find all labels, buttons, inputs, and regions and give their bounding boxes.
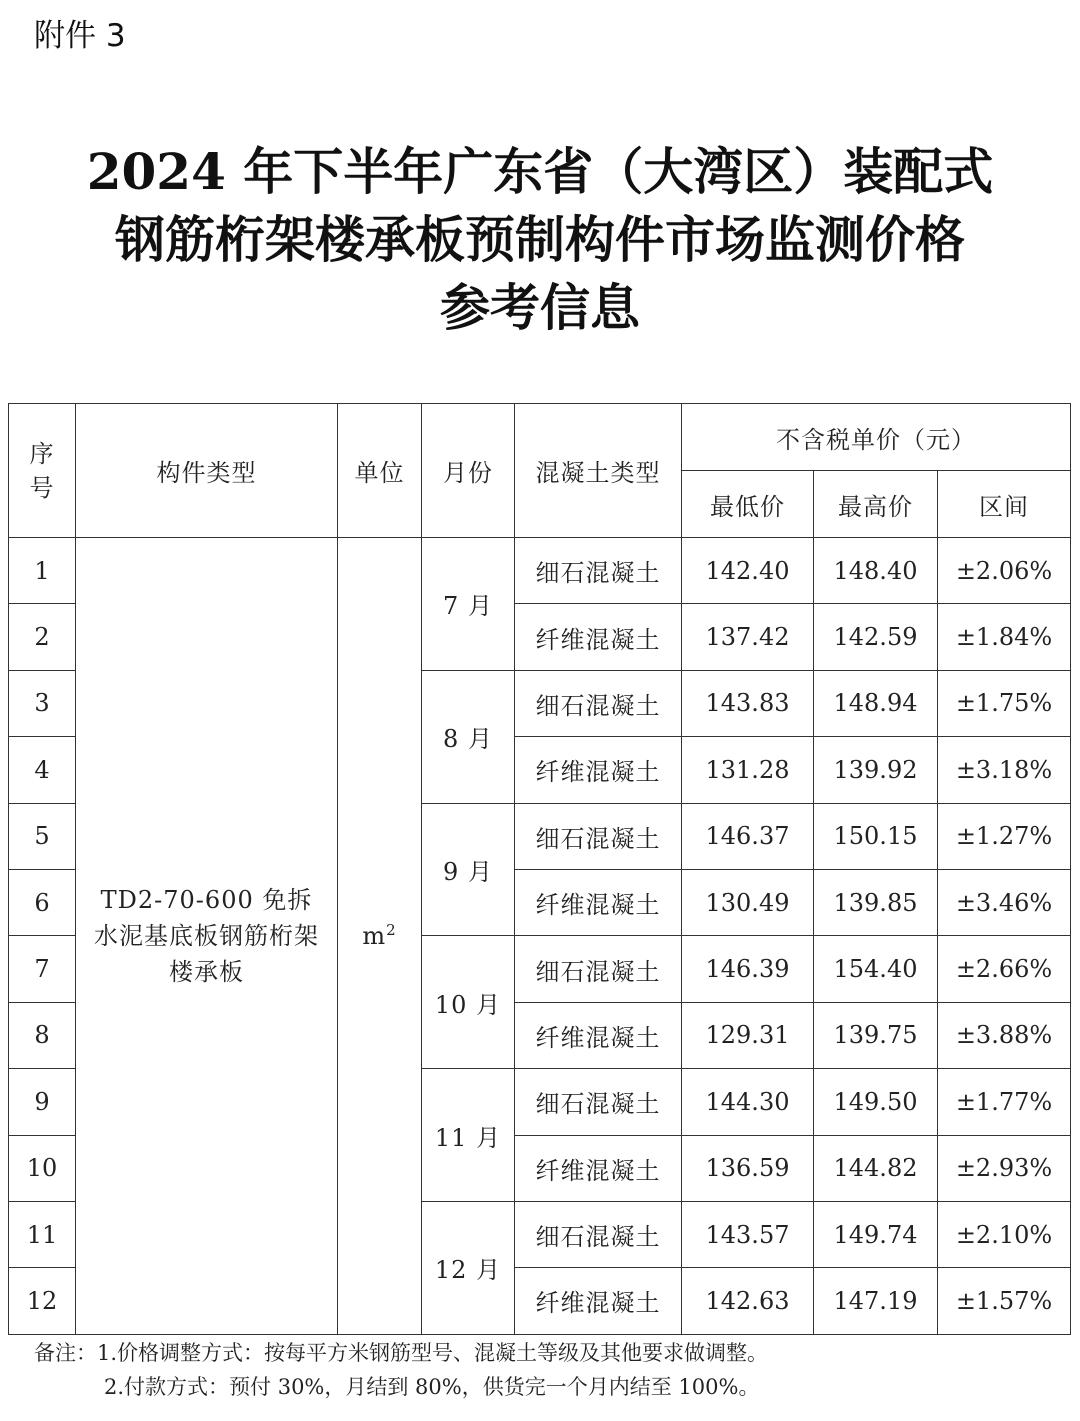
unit-superscript: 2: [386, 921, 397, 940]
row-range: ±2.10%: [938, 1201, 1071, 1267]
row-seq: 4: [9, 737, 76, 803]
row-concrete-type: 纤维混凝土: [515, 737, 682, 803]
row-min-price: 143.57: [682, 1201, 814, 1267]
row-range: ±1.84%: [938, 604, 1071, 670]
month-cell: 8 月: [422, 670, 515, 803]
unit-cell: [338, 538, 422, 1335]
row-min-price: 136.59: [682, 1135, 814, 1201]
row-range: ±2.93%: [938, 1135, 1071, 1201]
title-line-2: 钢筋桁架楼承板预制构件市场监测价格: [115, 210, 965, 269]
table-row: [9, 538, 1071, 604]
row-concrete-type: 纤维混凝土: [515, 1268, 682, 1334]
row-max-price: 139.92: [814, 737, 938, 803]
row-concrete-type: 纤维混凝土: [515, 604, 682, 670]
row-seq: 9: [9, 1069, 76, 1135]
row-range: ±1.57%: [938, 1268, 1071, 1334]
row-seq: 12: [9, 1268, 76, 1334]
month-cell: 11 月: [422, 1069, 515, 1202]
price-table: [8, 403, 1071, 1335]
row-concrete-type: 细石混凝土: [515, 803, 682, 869]
row-concrete-type: 纤维混凝土: [515, 869, 682, 935]
row-min-price: 143.83: [682, 670, 814, 736]
note-1: 备注：1.价格调整方式：按每平方米钢筋型号、混凝土等级及其他要求做调整。: [34, 1341, 769, 1365]
row-min-price: 137.42: [682, 604, 814, 670]
row-max-price: 144.82: [814, 1135, 938, 1201]
row-seq: 10: [9, 1135, 76, 1201]
row-min-price: 142.40: [682, 538, 814, 604]
row-seq: 1: [9, 538, 76, 604]
header-unit: 单位: [338, 404, 422, 538]
row-seq: 8: [9, 1002, 76, 1068]
header-row: [9, 404, 1071, 471]
header-seq: 序号: [9, 404, 76, 538]
row-max-price: 142.59: [814, 604, 938, 670]
row-min-price: 146.39: [682, 936, 814, 1002]
row-max-price: 147.19: [814, 1268, 938, 1334]
row-range: ±1.75%: [938, 670, 1071, 736]
row-range: ±3.88%: [938, 1002, 1071, 1068]
row-seq: 11: [9, 1201, 76, 1267]
row-seq: 7: [9, 936, 76, 1002]
row-max-price: 150.15: [814, 803, 938, 869]
unit-base: m: [362, 922, 387, 951]
row-max-price: 148.94: [814, 670, 938, 736]
row-min-price: 131.28: [682, 737, 814, 803]
title-line-3: 参考信息: [440, 278, 640, 337]
row-max-price: 149.74: [814, 1201, 938, 1267]
notes: [34, 1336, 768, 1404]
row-min-price: 130.49: [682, 869, 814, 935]
row-concrete-type: 细石混凝土: [515, 1069, 682, 1135]
row-min-price: 146.37: [682, 803, 814, 869]
header-component-type: 构件类型: [76, 404, 338, 538]
header-price-group: 不含税单价（元）: [682, 404, 1071, 471]
row-range: ±3.46%: [938, 869, 1071, 935]
row-range: ±2.06%: [938, 538, 1071, 604]
row-concrete-type: 纤维混凝土: [515, 1002, 682, 1068]
document-title: [0, 138, 1080, 342]
row-max-price: 139.75: [814, 1002, 938, 1068]
row-max-price: 139.85: [814, 869, 938, 935]
row-seq: 3: [9, 670, 76, 736]
header-min-price: 最低价: [682, 471, 814, 538]
row-concrete-type: 细石混凝土: [515, 670, 682, 736]
row-concrete-type: 细石混凝土: [515, 538, 682, 604]
row-max-price: 149.50: [814, 1069, 938, 1135]
component-type-cell: TD2-70-600 免拆水泥基底板钢筋桁架楼承板: [76, 538, 338, 1335]
row-min-price: 142.63: [682, 1268, 814, 1334]
note-2: 2.付款方式：预付 30%，月结到 80%，供货完一个月内结至 100%。: [104, 1375, 760, 1399]
row-seq: 6: [9, 869, 76, 935]
header-concrete-type: 混凝土类型: [515, 404, 682, 538]
row-range: ±1.27%: [938, 803, 1071, 869]
row-concrete-type: 细石混凝土: [515, 936, 682, 1002]
row-min-price: 144.30: [682, 1069, 814, 1135]
row-range: ±1.77%: [938, 1069, 1071, 1135]
row-max-price: 148.40: [814, 538, 938, 604]
title-line-1: 2024 年下半年广东省（大湾区）装配式: [86, 142, 994, 201]
row-range: ±2.66%: [938, 936, 1071, 1002]
month-cell: 12 月: [422, 1201, 515, 1334]
header-range: 区间: [938, 471, 1071, 538]
month-cell: 10 月: [422, 936, 515, 1069]
row-concrete-type: 纤维混凝土: [515, 1135, 682, 1201]
row-seq: 2: [9, 604, 76, 670]
row-min-price: 129.31: [682, 1002, 814, 1068]
row-seq: 5: [9, 803, 76, 869]
month-cell: 9 月: [422, 803, 515, 936]
header-month: 月份: [422, 404, 515, 538]
attachment-label: 附件 3: [34, 18, 126, 54]
row-max-price: 154.40: [814, 936, 938, 1002]
header-max-price: 最高价: [814, 471, 938, 538]
row-range: ±3.18%: [938, 737, 1071, 803]
month-cell: 7 月: [422, 538, 515, 671]
row-concrete-type: 细石混凝土: [515, 1201, 682, 1267]
